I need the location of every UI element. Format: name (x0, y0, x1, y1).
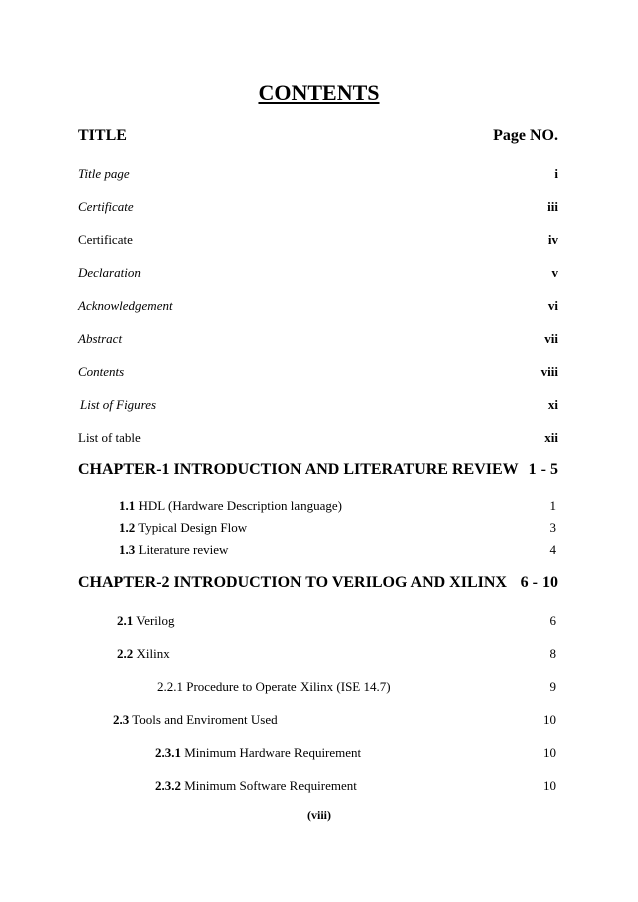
prelim-title-page: Title page (78, 166, 130, 181)
prelim-list-of-table: List of table (78, 430, 141, 445)
section-1-3-page: 4 (549, 542, 556, 557)
section-2-2-page: 8 (549, 646, 556, 661)
prelim-certificate-num: iii (547, 199, 558, 214)
section-2-1-num: 2.1 (117, 613, 134, 628)
section-1-2 (119, 520, 247, 536)
section-1-1-num: 1.1 (119, 498, 136, 513)
prelim-contents-num: viii (540, 364, 558, 379)
section-2-3 (113, 712, 278, 728)
section-1-1-page: 1 (549, 498, 556, 513)
chapter-2-pages: 6 - 10 (520, 574, 558, 591)
section-2-3-text: Tools and Enviroment Used (132, 712, 278, 727)
prelim-declaration: Declaration (78, 265, 141, 280)
section-1-2-page: 3 (549, 520, 556, 535)
section-2-1-text: Verilog (136, 613, 175, 628)
section-1-1 (119, 498, 342, 514)
section-1-1-text: HDL (Hardware Description language) (138, 498, 342, 513)
chapter-1-pages: 1 - 5 (528, 461, 558, 478)
section-2-3-2-num: 2.3.2 (155, 778, 181, 793)
section-1-2-text: Typical Design Flow (138, 520, 248, 535)
section-2-1 (117, 613, 175, 629)
section-2-2-1-text: 2.2.1 Procedure to Operate Xilinx (ISE 14.7) (157, 679, 391, 694)
prelim-abstract-num: vii (544, 331, 558, 346)
page-number-footer: (viii) (307, 808, 331, 822)
title-column-header: TITLE (78, 127, 127, 144)
section-2-3-2-page: 10 (543, 778, 556, 793)
page-title: CONTENTS (258, 80, 380, 105)
section-2-3-1 (155, 745, 361, 761)
chapter-1-title: CHAPTER-1 INTRODUCTION AND LITERATURE REVIEW (78, 461, 519, 478)
section-2-3-num: 2.3 (113, 712, 130, 727)
section-1-3-num: 1.3 (119, 542, 136, 557)
prelim-title-page-num: i (554, 166, 558, 181)
section-1-2-num: 1.2 (119, 520, 136, 535)
chapter-2-title: CHAPTER-2 INTRODUCTION TO VERILOG AND XILINX (78, 574, 507, 591)
prelim-contents: Contents (78, 364, 125, 379)
section-2-3-2-text: Minimum Software Requirement (184, 778, 357, 793)
section-2-2-text: Xilinx (136, 646, 170, 661)
section-1-3-text: Literature review (138, 542, 229, 557)
section-2-2-1-page: 9 (549, 679, 556, 694)
prelim-certificate-2: Certificate (78, 232, 133, 247)
section-2-2-num: 2.2 (117, 646, 134, 661)
prelim-list-of-figures-num: xi (547, 397, 558, 412)
section-2-1-page: 6 (549, 613, 556, 628)
prelim-list-of-table-num: xii (544, 430, 558, 445)
section-2-3-1-num: 2.3.1 (155, 745, 181, 760)
prelim-declaration-num: v (551, 265, 558, 280)
prelim-certificate-2-num: iv (547, 232, 558, 247)
prelim-certificate: Certificate (78, 199, 134, 214)
prelim-abstract: Abstract (78, 331, 123, 346)
section-2-3-1-page: 10 (543, 745, 556, 760)
section-2-3-page: 10 (543, 712, 556, 727)
prelim-list-of-figures: List of Figures (80, 397, 157, 412)
prelim-acknowledgement-num: vi (547, 298, 558, 313)
page-column-header: Page NO. (493, 127, 558, 144)
section-2-3-1-text: Minimum Hardware Requirement (184, 745, 362, 760)
section-2-3-2 (155, 778, 357, 794)
section-1-3 (119, 542, 228, 558)
section-2-2 (117, 646, 170, 662)
prelim-acknowledgement: Acknowledgement (78, 298, 173, 313)
